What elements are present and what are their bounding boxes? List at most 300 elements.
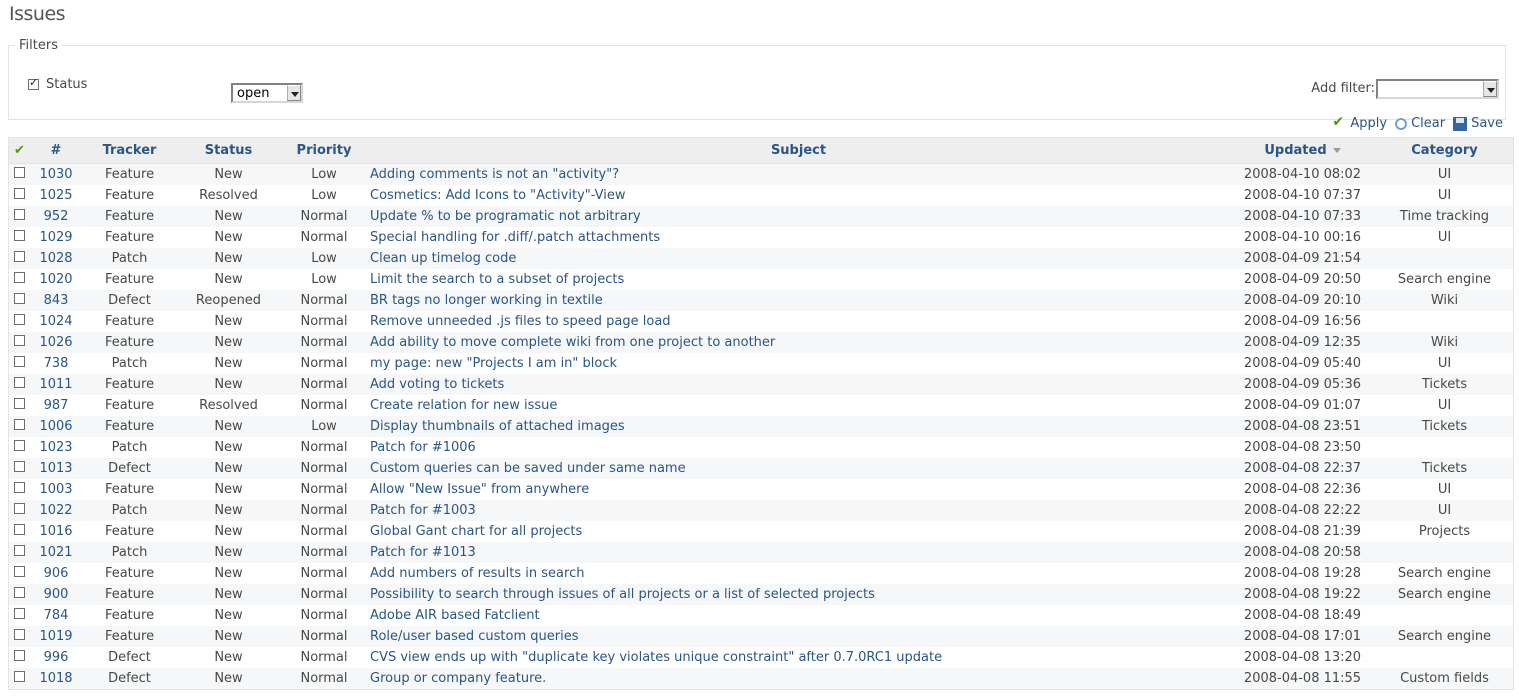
row-checkbox[interactable] [14, 503, 25, 514]
cell-priority: Normal [280, 374, 368, 395]
row-checkbox-cell [9, 206, 31, 227]
table-row[interactable] [9, 563, 1514, 584]
issue-subject-link[interactable]: Create relation for new issue [370, 398, 558, 413]
issue-subject-link[interactable]: Adobe AIR based Fatclient [370, 608, 540, 623]
issue-subject-link[interactable]: Patch for #1006 [370, 440, 476, 455]
cell-id [30, 353, 82, 374]
cell-status: New [177, 584, 280, 605]
sort-link-subject[interactable]: Subject [770, 143, 827, 158]
row-checkbox-cell [9, 311, 31, 332]
chevron-down-icon [1483, 81, 1497, 97]
cell-updated: 2008-04-09 20:50 [1229, 269, 1376, 290]
table-row[interactable] [9, 395, 1514, 416]
row-checkbox-cell [9, 500, 31, 521]
cell-id [30, 395, 82, 416]
column-header-status[interactable] [177, 138, 280, 164]
sort-link-status[interactable]: Status [204, 143, 253, 158]
cell-priority: Normal [280, 437, 368, 458]
cell-tracker: Patch [82, 542, 177, 563]
cell-updated: 2008-04-08 18:49 [1229, 605, 1376, 626]
cell-subject [368, 185, 1229, 206]
issue-subject-link[interactable]: CVS view ends up with "duplicate key violates unique constraint" after 0.7.0RC1 update [370, 650, 943, 665]
cell-tracker: Patch [82, 248, 177, 269]
cell-subject [368, 374, 1229, 395]
cell-category: UI [1376, 395, 1514, 416]
table-row[interactable] [9, 500, 1514, 521]
cell-updated: 2008-04-10 07:37 [1229, 185, 1376, 206]
cell-id [30, 374, 82, 395]
cell-status: New [177, 500, 280, 521]
issue-subject-link[interactable]: BR tags no longer working in textile [370, 293, 603, 308]
cell-id [30, 332, 82, 353]
cell-tracker: Feature [82, 206, 177, 227]
cell-status: New [177, 164, 280, 186]
cell-category: Time tracking [1376, 206, 1514, 227]
cell-subject [368, 290, 1229, 311]
issue-subject-link[interactable]: Cosmetics: Add Icons to "Activity"-View [370, 188, 626, 203]
cell-updated: 2008-04-08 22:37 [1229, 458, 1376, 479]
cell-priority: Normal [280, 626, 368, 647]
issue-id-link[interactable]: 1024 [39, 314, 73, 329]
cell-priority: Normal [280, 458, 368, 479]
cell-tracker: Feature [82, 164, 177, 186]
issue-id-link[interactable]: 784 [43, 608, 69, 623]
cell-category: Search engine [1376, 626, 1514, 647]
table-row[interactable] [9, 668, 1514, 690]
row-checkbox[interactable] [14, 335, 25, 346]
status-filter-label: Status [46, 77, 88, 92]
status-select-value: open [237, 86, 270, 101]
issue-subject-link[interactable]: Patch for #1003 [370, 503, 476, 518]
cell-subject [368, 605, 1229, 626]
cell-priority: Normal [280, 563, 368, 584]
issue-id-link[interactable]: 843 [43, 293, 69, 308]
row-checkbox[interactable] [14, 230, 25, 241]
row-checkbox[interactable] [14, 377, 25, 388]
cell-id [30, 500, 82, 521]
issue-subject-link[interactable]: Custom queries can be saved under same name [370, 461, 686, 476]
issue-id-link[interactable]: 1020 [39, 272, 73, 287]
cell-category: Search engine [1376, 584, 1514, 605]
cell-updated: 2008-04-08 13:20 [1229, 647, 1376, 668]
cell-updated: 2008-04-08 19:28 [1229, 563, 1376, 584]
table-row[interactable] [9, 416, 1514, 437]
table-row[interactable] [9, 227, 1514, 248]
row-checkbox-cell [9, 479, 31, 500]
cell-updated: 2008-04-08 21:39 [1229, 521, 1376, 542]
issue-subject-link[interactable]: Role/user based custom queries [370, 629, 579, 644]
cell-id [30, 668, 82, 690]
issue-subject-link[interactable]: Adding comments is not an "activity"? [370, 167, 620, 182]
cell-id [30, 542, 82, 563]
cell-status: New [177, 563, 280, 584]
cell-priority: Normal [280, 668, 368, 690]
row-checkbox[interactable] [14, 356, 25, 367]
cell-subject [368, 164, 1229, 186]
sort-link-updated[interactable]: Updated [1264, 143, 1327, 158]
cell-updated: 2008-04-08 11:55 [1229, 668, 1376, 690]
issue-subject-link[interactable]: Display thumbnails of attached images [370, 419, 625, 434]
cell-status: New [177, 206, 280, 227]
row-checkbox-cell [9, 437, 31, 458]
table-row[interactable] [9, 479, 1514, 500]
save-label: Save [1471, 116, 1503, 131]
row-checkbox-cell [9, 521, 31, 542]
cell-status: New [177, 521, 280, 542]
cell-category: UI [1376, 185, 1514, 206]
row-checkbox[interactable] [14, 650, 25, 661]
table-row[interactable] [9, 269, 1514, 290]
issue-subject-link[interactable]: Add voting to tickets [370, 377, 505, 392]
cell-priority: Normal [280, 332, 368, 353]
row-checkbox[interactable] [14, 251, 25, 262]
row-checkbox-cell [9, 584, 31, 605]
column-header-subject[interactable] [368, 138, 1229, 164]
issue-id-link[interactable]: 1030 [39, 167, 73, 182]
cell-subject [368, 584, 1229, 605]
issue-id-link[interactable]: 987 [43, 398, 69, 413]
cell-tracker: Feature [82, 479, 177, 500]
issue-id-link[interactable]: 1018 [39, 671, 73, 686]
cell-status: New [177, 311, 280, 332]
cell-tracker: Feature [82, 227, 177, 248]
issue-id-link[interactable]: 900 [43, 587, 69, 602]
save-button[interactable] [1453, 116, 1503, 131]
row-checkbox[interactable] [14, 440, 25, 451]
column-header-category[interactable] [1376, 138, 1514, 164]
cell-id [30, 458, 82, 479]
cell-subject [368, 206, 1229, 227]
column-header-tracker[interactable] [82, 138, 177, 164]
row-checkbox[interactable] [14, 167, 25, 178]
cell-status: New [177, 647, 280, 668]
table-row[interactable] [9, 647, 1514, 668]
cell-category: Custom fields [1376, 668, 1514, 690]
cell-status: New [177, 542, 280, 563]
cell-category: UI [1376, 353, 1514, 374]
row-checkbox-cell [9, 605, 31, 626]
cell-status: New [177, 269, 280, 290]
cell-priority: Low [280, 185, 368, 206]
cell-tracker: Feature [82, 395, 177, 416]
cell-tracker: Feature [82, 521, 177, 542]
issue-subject-link[interactable]: my page: new "Projects I am in" block [370, 356, 618, 371]
cell-tracker: Defect [82, 458, 177, 479]
chevron-down-icon [287, 85, 301, 101]
cell-id [30, 521, 82, 542]
cell-subject [368, 269, 1229, 290]
cell-category: UI [1376, 227, 1514, 248]
issue-id-link[interactable]: 738 [43, 356, 69, 371]
row-checkbox[interactable] [14, 629, 25, 640]
cell-tracker: Feature [82, 605, 177, 626]
table-row[interactable] [9, 542, 1514, 563]
cell-updated: 2008-04-08 17:01 [1229, 626, 1376, 647]
table-row[interactable] [9, 437, 1514, 458]
cell-category: UI [1376, 500, 1514, 521]
cell-status: New [177, 353, 280, 374]
cell-updated: 2008-04-08 19:22 [1229, 584, 1376, 605]
cell-tracker: Feature [82, 626, 177, 647]
cell-category: Tickets [1376, 458, 1514, 479]
cell-updated: 2008-04-09 20:10 [1229, 290, 1376, 311]
row-checkbox[interactable] [14, 482, 25, 493]
issue-id-link[interactable]: 1025 [39, 188, 73, 203]
cell-subject [368, 458, 1229, 479]
issues-table-body [9, 164, 1514, 690]
column-header-id[interactable] [30, 138, 82, 164]
issue-subject-link[interactable]: Group or company feature. [370, 671, 547, 686]
cell-priority: Low [280, 269, 368, 290]
table-row[interactable] [9, 332, 1514, 353]
cell-subject [368, 500, 1229, 521]
cell-priority: Normal [280, 395, 368, 416]
cell-status: New [177, 668, 280, 690]
add-filter-select[interactable] [1376, 79, 1499, 99]
row-checkbox[interactable] [14, 314, 25, 325]
cell-subject [368, 332, 1229, 353]
cell-updated: 2008-04-09 01:07 [1229, 395, 1376, 416]
row-checkbox-cell [9, 626, 31, 647]
table-row[interactable] [9, 626, 1514, 647]
row-checkbox-cell [9, 164, 31, 186]
issue-subject-link[interactable]: Possibility to search through issues of all projects or a list of selected projects [370, 587, 875, 602]
cell-category: UI [1376, 479, 1514, 500]
status-operator-select[interactable] [231, 83, 303, 103]
column-header-updated[interactable] [1229, 138, 1376, 164]
cell-subject [368, 542, 1229, 563]
table-row[interactable] [9, 374, 1514, 395]
issue-subject-link[interactable]: Limit the search to a subset of projects [370, 272, 625, 287]
cell-status: Reopened [177, 290, 280, 311]
row-checkbox[interactable] [14, 608, 25, 619]
cell-category: Tickets [1376, 374, 1514, 395]
cell-tracker: Feature [82, 374, 177, 395]
cell-updated: 2008-04-09 21:54 [1229, 248, 1376, 269]
issue-id-link[interactable]: 1013 [39, 461, 73, 476]
cell-status: New [177, 332, 280, 353]
table-row[interactable] [9, 311, 1514, 332]
cell-category: Search engine [1376, 269, 1514, 290]
cell-id [30, 626, 82, 647]
cell-id [30, 584, 82, 605]
page-title: Issues [9, 3, 66, 25]
row-checkbox-cell [9, 647, 31, 668]
issue-id-link[interactable]: 1022 [39, 503, 73, 518]
table-row[interactable] [9, 248, 1514, 269]
cell-priority: Normal [280, 290, 368, 311]
apply-label: Apply [1350, 116, 1388, 131]
issue-id-link[interactable]: 1026 [39, 335, 73, 350]
cell-status: New [177, 248, 280, 269]
clear-button[interactable] [1395, 116, 1445, 131]
cell-updated: 2008-04-09 05:40 [1229, 353, 1376, 374]
cell-updated: 2008-04-10 08:02 [1229, 164, 1376, 186]
cell-subject [368, 395, 1229, 416]
issue-id-link[interactable]: 996 [43, 650, 69, 665]
sort-link-category[interactable]: Category [1411, 143, 1478, 158]
cell-id [30, 605, 82, 626]
cell-priority: Low [280, 164, 368, 186]
row-checkbox-cell [9, 353, 31, 374]
cell-updated: 2008-04-08 20:58 [1229, 542, 1376, 563]
cell-status: New [177, 227, 280, 248]
issue-subject-link[interactable]: Allow "New Issue" from anywhere [370, 482, 590, 497]
cell-subject [368, 626, 1229, 647]
cell-status: Resolved [177, 395, 280, 416]
row-checkbox-cell [9, 290, 31, 311]
issue-id-link[interactable]: 1029 [39, 230, 73, 245]
column-header-priority[interactable] [280, 138, 368, 164]
cell-priority: Low [280, 416, 368, 437]
issue-id-link[interactable]: 906 [43, 566, 69, 581]
cell-status: Resolved [177, 185, 280, 206]
row-checkbox[interactable] [14, 293, 25, 304]
cell-priority: Normal [280, 311, 368, 332]
row-checkbox-cell [9, 332, 31, 353]
cell-priority: Normal [280, 479, 368, 500]
reload-icon [1395, 118, 1407, 130]
row-checkbox-cell [9, 458, 31, 479]
row-checkbox[interactable] [14, 566, 25, 577]
cell-priority: Normal [280, 542, 368, 563]
cell-subject [368, 668, 1229, 690]
cell-status: New [177, 374, 280, 395]
cell-subject [368, 248, 1229, 269]
issue-subject-link[interactable]: Add ability to move complete wiki from one project to another [370, 335, 776, 350]
row-checkbox[interactable] [14, 419, 25, 430]
cell-priority: Normal [280, 353, 368, 374]
issue-id-link[interactable]: 1023 [39, 440, 73, 455]
cell-tracker: Defect [82, 647, 177, 668]
table-row[interactable] [9, 353, 1514, 374]
filters-legend: Filters [19, 38, 58, 53]
cell-updated: 2008-04-09 16:56 [1229, 311, 1376, 332]
sort-link-tracker[interactable]: Tracker [102, 143, 157, 158]
row-checkbox[interactable] [14, 188, 25, 199]
cell-category [1376, 248, 1514, 269]
save-icon [1453, 117, 1467, 131]
table-row[interactable] [9, 584, 1514, 605]
row-checkbox[interactable] [14, 209, 25, 220]
cell-status: New [177, 479, 280, 500]
row-checkbox[interactable] [14, 545, 25, 556]
cell-updated: 2008-04-08 23:51 [1229, 416, 1376, 437]
cell-category: Wiki [1376, 332, 1514, 353]
issue-id-link[interactable]: 1019 [39, 629, 73, 644]
row-checkbox[interactable] [14, 587, 25, 598]
toggle-all-header[interactable] [9, 138, 31, 164]
issue-subject-link[interactable]: Patch for #1013 [370, 545, 476, 560]
row-checkbox[interactable] [14, 671, 25, 682]
apply-button[interactable] [1332, 116, 1387, 131]
issue-subject-link[interactable]: Add numbers of results in search [370, 566, 585, 581]
row-checkbox-cell [9, 668, 31, 690]
cell-subject [368, 647, 1229, 668]
cell-id [30, 437, 82, 458]
cell-updated: 2008-04-08 23:50 [1229, 437, 1376, 458]
issue-subject-link[interactable]: Update % to be programatic not arbitrary [370, 209, 641, 224]
issue-subject-link[interactable]: Remove unneeded .js files to speed page load [370, 314, 671, 329]
cell-id [30, 647, 82, 668]
cell-tracker: Feature [82, 416, 177, 437]
cell-subject [368, 227, 1229, 248]
cell-updated: 2008-04-10 00:16 [1229, 227, 1376, 248]
cell-tracker: Patch [82, 353, 177, 374]
cell-id [30, 311, 82, 332]
check-icon [1332, 117, 1346, 131]
cell-category: Tickets [1376, 416, 1514, 437]
row-checkbox-cell [9, 395, 31, 416]
cell-priority: Normal [280, 500, 368, 521]
cell-priority: Normal [280, 605, 368, 626]
table-row[interactable] [9, 290, 1514, 311]
cell-category [1376, 437, 1514, 458]
table-row[interactable] [9, 605, 1514, 626]
issue-id-link[interactable]: 1011 [39, 377, 73, 392]
cell-updated: 2008-04-08 22:22 [1229, 500, 1376, 521]
cell-status: New [177, 416, 280, 437]
cell-id [30, 416, 82, 437]
row-checkbox[interactable] [14, 524, 25, 535]
cell-tracker: Patch [82, 500, 177, 521]
check-all-icon[interactable]: ✔ [14, 143, 25, 158]
issue-id-link[interactable]: 1006 [39, 419, 73, 434]
sort-link-priority[interactable]: Priority [296, 143, 352, 158]
issue-subject-link[interactable]: Clean up timelog code [370, 251, 517, 266]
row-checkbox[interactable] [14, 398, 25, 409]
issue-id-link[interactable]: 1028 [39, 251, 73, 266]
cell-status: New [177, 437, 280, 458]
cell-subject [368, 437, 1229, 458]
issues-table [8, 137, 1514, 690]
row-checkbox[interactable] [14, 461, 25, 472]
row-checkbox-cell [9, 563, 31, 584]
cell-status: New [177, 626, 280, 647]
table-row[interactable] [9, 521, 1514, 542]
row-checkbox-cell [9, 374, 31, 395]
row-checkbox-cell [9, 227, 31, 248]
cell-category: Wiki [1376, 290, 1514, 311]
issue-subject-link[interactable]: Global Gant chart for all projects [370, 524, 583, 539]
clear-label: Clear [1411, 116, 1446, 131]
table-row[interactable] [9, 164, 1514, 186]
filter-actions [1332, 116, 1503, 131]
row-checkbox-cell [9, 269, 31, 290]
sort-link-id[interactable]: # [50, 143, 62, 158]
issue-id-link[interactable]: 1016 [39, 524, 73, 539]
cell-id [30, 290, 82, 311]
cell-tracker: Defect [82, 668, 177, 690]
add-filter-label: Add filter: [1311, 81, 1375, 96]
cell-tracker: Feature [82, 563, 177, 584]
issue-subject-link[interactable]: Special handling for .diff/.patch attachments [370, 230, 661, 245]
issue-id-link[interactable]: 952 [43, 209, 69, 224]
issue-id-link[interactable]: 1003 [39, 482, 73, 497]
cell-category: Projects [1376, 521, 1514, 542]
row-checkbox[interactable] [14, 272, 25, 283]
status-filter-checkbox[interactable] [28, 79, 39, 90]
cell-category: Search engine [1376, 563, 1514, 584]
table-row[interactable] [9, 185, 1514, 206]
cell-tracker: Defect [82, 290, 177, 311]
cell-id [30, 206, 82, 227]
table-row[interactable] [9, 458, 1514, 479]
cell-subject [368, 353, 1229, 374]
issue-id-link[interactable]: 1021 [39, 545, 73, 560]
cell-category [1376, 605, 1514, 626]
table-row[interactable] [9, 206, 1514, 227]
